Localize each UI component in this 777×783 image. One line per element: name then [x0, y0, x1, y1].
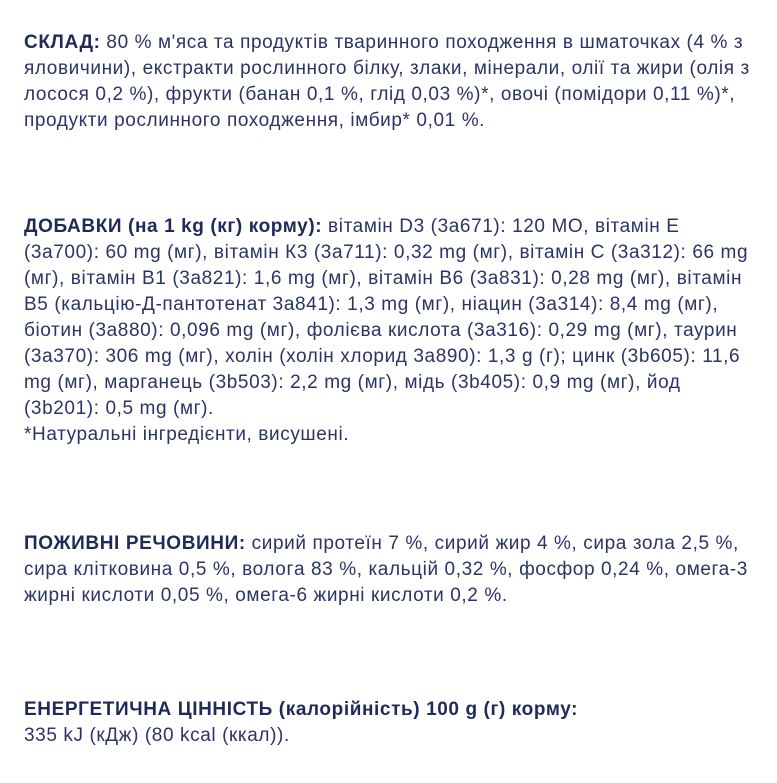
- additives-footnote: *Натуральні інгредієнти, висушені.: [24, 424, 350, 445]
- energy-section: [24, 697, 754, 749]
- nutrients-section: [24, 531, 754, 609]
- additives-section: [24, 214, 754, 448]
- nutrients-heading: ПОЖИВНІ РЕЧОВИНИ:: [24, 533, 246, 554]
- nutrients-text: сирий протеїн 7 %, сирий жир 4 %, сира зола 2,5 %, сира клітковина 0,5 %, вологa 83 %, кальцій 0,32 %, фосфор 0,24 %, омега-3 жирні кислоти 0,05 %, омега-6 жирні кислоти 0,2 %.: [24, 533, 748, 606]
- composition-section: [24, 30, 754, 134]
- additives-text: вітамін D3 (3а671): 120 МО, вітамін Е (3а700): 60 mg (мг), вітамін К3 (3а711): 0,32 mg (мг), вітамін С (3а312): 66 mg (мг), вітамін В1 (3а821): 1,6 mg (мг), вітамін В6 (3а831): 0,28 mg (мг), вітамін В5 (кальцію-Д-пантотенат 3а841): 1,3 mg (мг), ніацин (3а314): 8,4 mg (мг), біотин (3а880): 0,096 mg (мг), фолієва кислота (3а316): 0,29 mg (мг), таурин (3а370): 306 mg (мг), холін (холін хлорид 3а890): 1,3 g (г); цинк (3b605): 11,6 mg (мг), марганець (3b503): 2,2 mg (мг), мідь (3b405): 0,9 mg (мг), йод (3b201): 0,5 mg (мг).: [24, 216, 749, 419]
- energy-text: 335 kJ (кДж) (80 kcal (ккал)).: [24, 725, 290, 746]
- composition-heading: СКЛАД:: [24, 32, 101, 53]
- energy-heading: ЕНЕРГЕТИЧНА ЦІННІСТЬ (калорійність) 100 g (г) корму:: [24, 699, 579, 720]
- composition-text: 80 % м'яса та продуктів тваринного походження в шматочках (4 % з яловичини), екстракти рослинного білку, злаки, мінерали, олії та жири (олія з лосося 0,2 %), фрукти (банан 0,1 %, глід 0,03 %)*, овочі (помідори 0,11 %)*, продукти рослинного походження, імбир* 0,01 %.: [24, 32, 750, 131]
- additives-heading: ДОБАВКИ (на 1 kg (кг) корму):: [24, 216, 323, 237]
